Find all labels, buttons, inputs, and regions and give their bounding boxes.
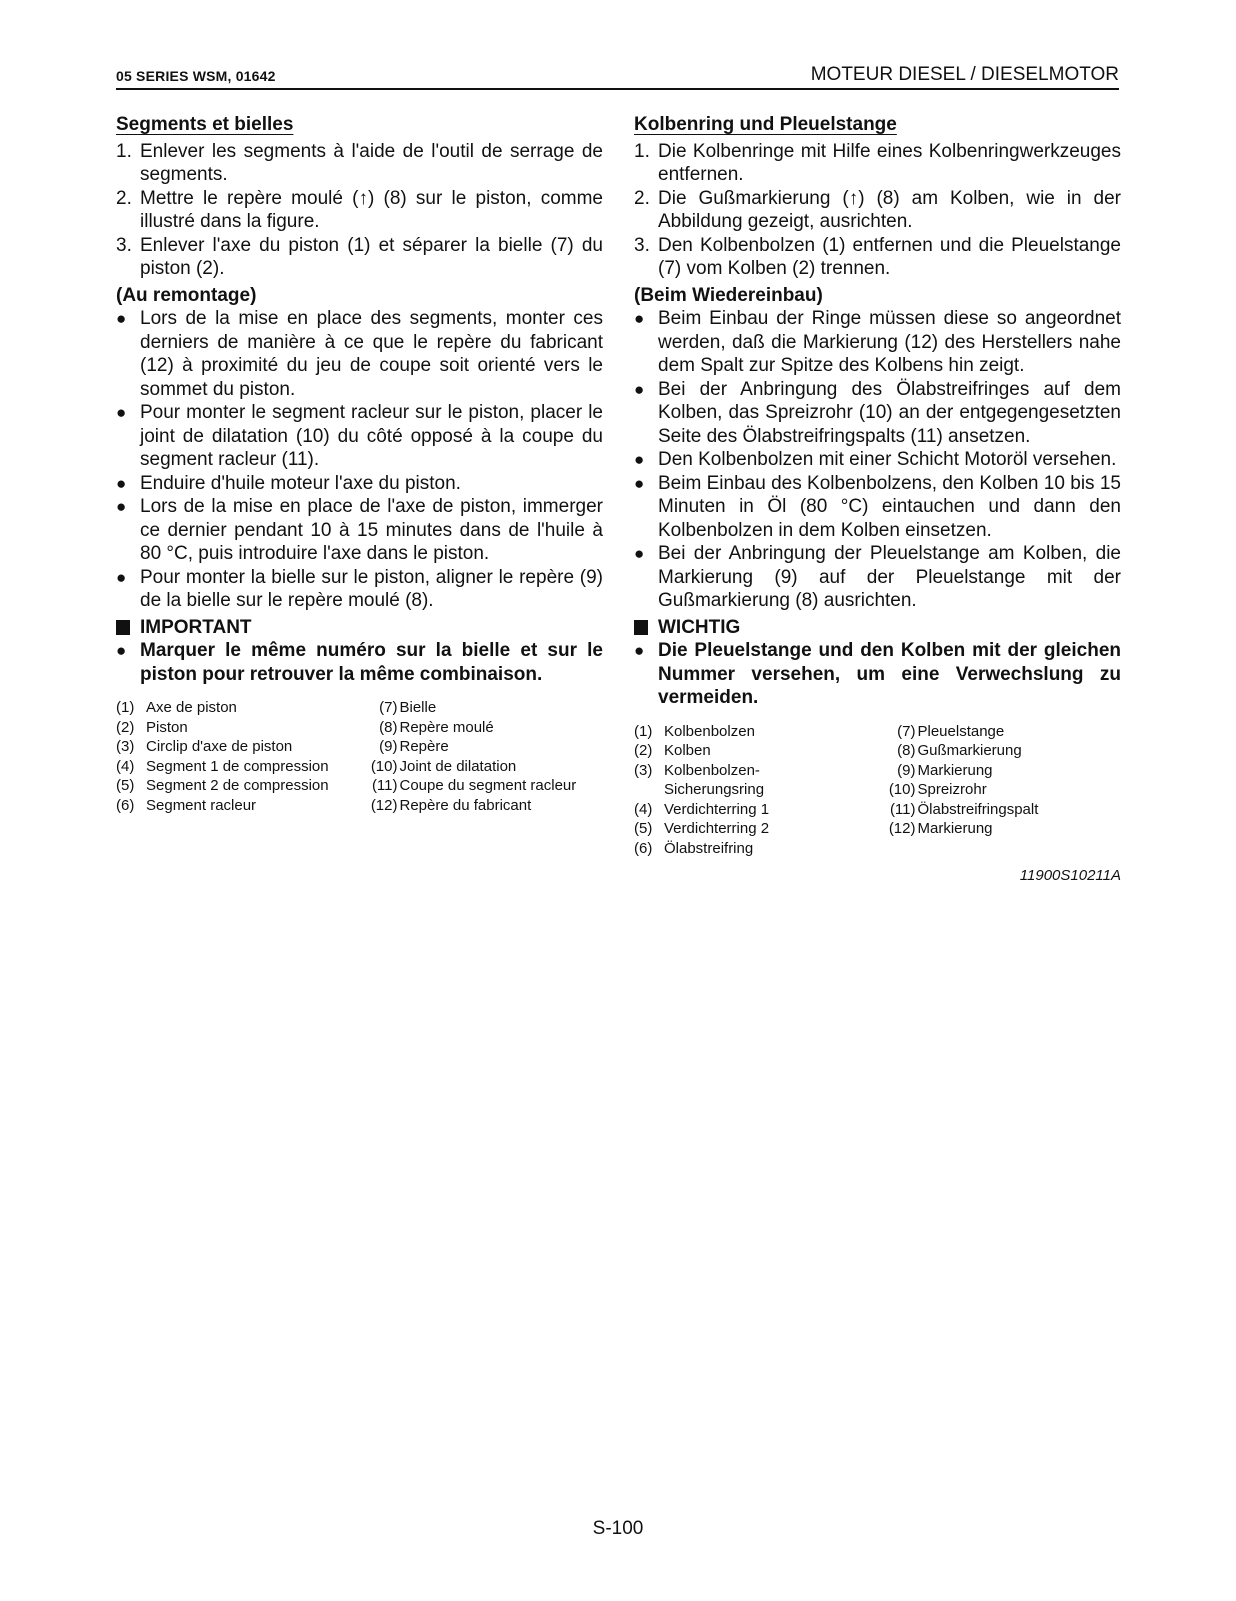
legend-item: (9) Repère bbox=[379, 738, 449, 755]
section-title: MOTEUR DIESEL / DIESELMOTOR bbox=[810, 64, 1119, 85]
french-legend bbox=[116, 698, 603, 815]
legend-item: (12) Markierung bbox=[888, 820, 993, 837]
square-bullet-icon bbox=[634, 620, 648, 635]
legend-item: (11) Ölabstreifringspalt bbox=[889, 800, 1039, 818]
legend-item: (8) Repère moulé bbox=[379, 718, 494, 736]
french-bullet: ● Pour monter la bielle sur le piston, aligner le repère (9) de la bielle sur le repère moulé (8). bbox=[116, 566, 603, 611]
german-bullet: ● Den Kolbenbolzen mit einer Schicht Motoröl versehen. bbox=[634, 449, 1117, 470]
legend-item: (4) Verdichterring 1 bbox=[634, 800, 770, 818]
german-bullet: ● Beim Einbau des Kolbenbolzens, den Kolben 10 bis 15 Minuten in Öl (80 °C) eintauchen und dann den Kolbenbolzen in dem Kolben einsetzen. bbox=[634, 472, 1121, 541]
legend-item: (12) Repère du fabricant bbox=[370, 796, 532, 814]
legend-item: (4) Segment 1 de compression bbox=[116, 757, 329, 775]
page-header bbox=[116, 64, 1119, 90]
page-number: S-100 bbox=[592, 1518, 644, 1539]
german-important-heading: WICHTIG bbox=[634, 616, 1121, 640]
square-bullet-icon bbox=[116, 620, 130, 635]
german-bullet: ● Bei der Anbringung der Pleuelstange am Kolben, die Markierung (9) auf der Pleuelstange mit der Gußmarkierung (8) ausrichten. bbox=[634, 543, 1121, 611]
french-step: 2. Mettre le repère moulé (↑) (8) sur le piston, comme illustré dans la figure. bbox=[116, 187, 603, 232]
german-important-note: ● Die Pleuelstange und den Kolben mit der gleichen Nummer versehen, um eine Verwechslung zu vermeiden. bbox=[634, 640, 1121, 708]
legend-item: (5) Segment 2 de compression bbox=[116, 777, 329, 794]
german-step: 2. Die Gußmarkierung (↑) (8) am Kolben, wie in der Abbildung gezeigt, ausrichten. bbox=[634, 187, 1121, 232]
reference-code: 11900S10211A bbox=[1019, 867, 1121, 884]
french-subheading: (Au remontage) bbox=[116, 284, 257, 306]
legend-item: (9) Markierung bbox=[897, 761, 993, 779]
german-legend bbox=[634, 722, 1121, 859]
legend-item: (10) Spreizrohr bbox=[888, 781, 987, 798]
german-title: Kolbenring und Pleuelstange bbox=[634, 114, 897, 135]
legend-item: (11) Coupe du segment racleur bbox=[371, 777, 577, 794]
german-bullet: ● Beim Einbau der Ringe müssen diese so angeordnet werden, daß die Markierung (12) des Herstellers nahe dem Spalt zur Spitze des Kolbens hin zeigt. bbox=[634, 308, 1121, 376]
legend-item: (5) Verdichterring 2 bbox=[634, 820, 770, 837]
french-bullet: ● Lors de la mise en place de l'axe de piston, immerger ce dernier pendant 10 à 15 minutes dans de l'huile à 80 °C, puis introduire l'axe dans le piston. bbox=[116, 496, 603, 564]
legend-item: (3) Circlip d'axe de piston bbox=[116, 738, 293, 755]
legend-item: (2) Piston bbox=[116, 718, 188, 736]
french-step: 3. Enlever l'axe du piston (1) et séparer la bielle (7) du piston (2). bbox=[116, 234, 603, 279]
legend-item: (6) Segment racleur bbox=[116, 796, 257, 814]
french-important-note: ● Marquer le même numéro sur la bielle et sur le piston pour retrouver la même combinaison. bbox=[116, 640, 603, 685]
french-bullet: ● Lors de la mise en place des segments, monter ces derniers de manière à ce que le repère du fabricant (12) à proximité du jeu de coupe soit orienté vers le sommet du piston. bbox=[116, 308, 603, 400]
legend-item: (1) Kolbenbolzen bbox=[634, 722, 755, 740]
french-bullet: ● Enduire d'huile moteur l'axe du piston. bbox=[116, 472, 461, 494]
french-step: 1. Enlever les segments à l'aide de l'outil de serrage de segments. bbox=[116, 140, 603, 185]
french-bullet: ● Pour monter le segment racleur sur le piston, placer le joint de dilatation (10) du côté opposé à la coupe du segment racleur (11). bbox=[116, 402, 603, 470]
french-column bbox=[116, 113, 603, 815]
legend-item: (6) Ölabstreifring bbox=[634, 839, 754, 857]
french-important-heading: IMPORTANT bbox=[116, 616, 603, 640]
german-bullet: ● Bei der Anbringung des Ölabstreifringes auf dem Kolben, das Spreizrohr (10) an der entgegengesetzten Seite des Ölabstreifringspalts (11) ansetzen. bbox=[634, 378, 1121, 447]
german-subheading: (Beim Wiedereinbau) bbox=[634, 284, 823, 306]
legend-item: (7) Pleuelstange bbox=[897, 722, 1005, 740]
legend-item: (7) Bielle bbox=[379, 699, 437, 716]
legend-item: (10) Joint de dilatation bbox=[370, 757, 517, 775]
manual-code: 05 SERIES WSM, 01642 bbox=[116, 68, 276, 84]
legend-item: (8) Gußmarkierung bbox=[897, 742, 1022, 759]
legend-item: (3) Kolbenbolzen-Sicherungsring bbox=[634, 761, 765, 798]
german-column bbox=[634, 113, 1121, 888]
legend-item: (2) Kolben bbox=[634, 742, 711, 759]
german-step: 3. Den Kolbenbolzen (1) entfernen und die Pleuelstange (7) vom Kolben (2) trennen. bbox=[634, 234, 1121, 279]
german-step: 1. Die Kolbenringe mit Hilfe eines Kolbenringwerkzeuges entfernen. bbox=[634, 140, 1121, 185]
french-title: Segments et bielles bbox=[116, 114, 294, 135]
legend-item: (1) Axe de piston bbox=[116, 699, 237, 716]
